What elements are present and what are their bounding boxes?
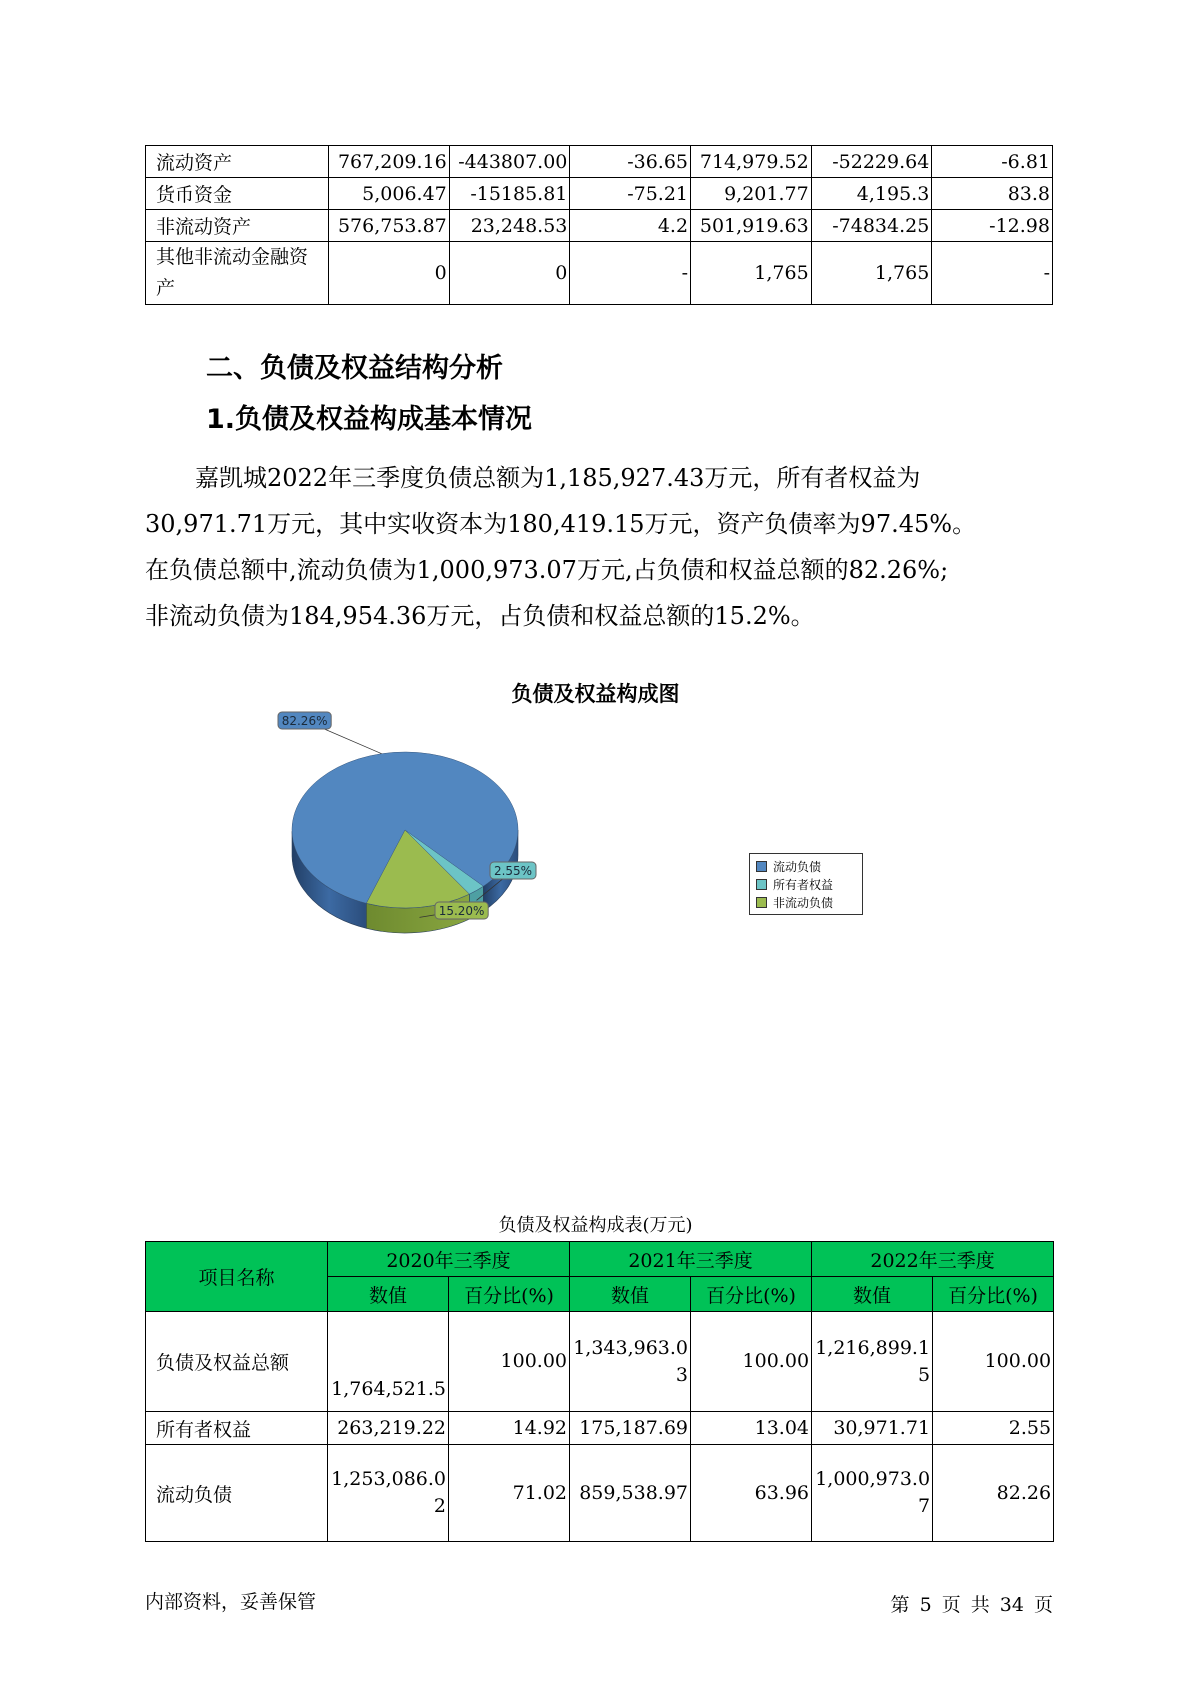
legend-item [756,857,856,875]
table-cell: 1,765 [811,242,932,305]
table-cell: 2.55 [933,1412,1054,1445]
table-cell: 9,201.77 [691,178,812,210]
subsection-heading: 1.负债及权益构成基本情况 [206,404,533,435]
table-cell: 4.2 [570,210,691,242]
table-cell: -75.21 [570,178,691,210]
table-row [146,242,1053,305]
table-cell: -12.98 [932,210,1053,242]
row-label: 非流动资产 [146,210,329,242]
legend-item [756,875,856,893]
table-cell: 63.96 [691,1445,812,1542]
row-label: 流动负债 [146,1445,328,1542]
table-cell: 13.04 [691,1412,812,1445]
table-cell: 14.92 [449,1412,570,1445]
table-cell: 1,000,973.07 [812,1445,933,1542]
legend-swatch [756,897,767,908]
table-cell: 23,248.53 [449,210,570,242]
header-value: 数值 [570,1277,691,1312]
legend-label: 流动负债 [773,859,822,874]
table-row [146,178,1053,210]
row-label: 其他非流动金融资产 [146,242,329,305]
footer-confidential: 内部资料，妥善保管 [145,1591,317,1613]
table-cell: 5,006.47 [329,178,450,210]
table-cell: 175,187.69 [570,1412,691,1445]
liability-equity-table [145,1241,1054,1542]
table-row [146,1412,1054,1445]
chart-legend [749,853,863,915]
table-cell: - [932,242,1053,305]
row-label: 流动资产 [146,146,329,178]
table-cell: 1,765 [691,242,812,305]
table-header-row [146,1242,1054,1277]
pie-slice-label: 2.55% [493,864,533,878]
table-cell: -74834.25 [811,210,932,242]
legend-swatch [756,879,767,890]
header-year: 2022年三季度 [812,1242,1054,1277]
table-row [146,1312,1054,1412]
table-cell: 83.8 [932,178,1053,210]
table-cell: 30,971.71 [812,1412,933,1445]
table-cell: 714,979.52 [691,146,812,178]
section-heading: 二、负债及权益结构分析 [206,353,503,384]
table-cell: 1,764,521.5 [328,1312,449,1412]
asset-change-table [145,145,1053,305]
table-cell: 576,753.87 [329,210,450,242]
body-paragraph [145,455,1053,639]
header-year: 2021年三季度 [570,1242,812,1277]
table-cell: 859,538.97 [570,1445,691,1542]
header-year: 2020年三季度 [328,1242,570,1277]
table-cell: 1,343,963.03 [570,1312,691,1412]
table-cell: - [570,242,691,305]
paragraph-line: 非流动负债为184,954.36万元，占负债和权益总额的15.2%。 [145,602,815,630]
table-cell: 82.26 [933,1445,1054,1542]
legend-label: 所有者权益 [773,877,834,892]
table-cell: -36.65 [570,146,691,178]
pie-slice-label: 15.20% [438,904,485,918]
row-label: 负债及权益总额 [146,1312,328,1412]
table-cell: -6.81 [932,146,1053,178]
table-row [146,146,1053,178]
header-pct: 百分比(%) [691,1277,812,1312]
pie-top-group [292,752,518,908]
row-label: 货币资金 [146,178,329,210]
table-cell: 0 [449,242,570,305]
table-cell: 71.02 [449,1445,570,1542]
table-cell: -443807.00 [449,146,570,178]
table-cell: 501,919.63 [691,210,812,242]
table-cell: -15185.81 [449,178,570,210]
paragraph-line: 嘉凯城2022年三季度负债总额为1,185,927.43万元，所有者权益为 [195,464,921,492]
table-cell: 0 [329,242,450,305]
row-label: 所有者权益 [146,1412,328,1445]
table-cell: -52229.64 [811,146,932,178]
header-pct: 百分比(%) [449,1277,570,1312]
table-cell: 767,209.16 [329,146,450,178]
paragraph-line: 30,971.71万元，其中实收资本为180,419.15万元，资产负债率为97.45%。 [145,510,977,538]
table-cell: 100.00 [691,1312,812,1412]
table-cell: 100.00 [449,1312,570,1412]
table-row [146,210,1053,242]
paragraph-line: 在负债总额中,流动负债为1,000,973.07万元,占负债和权益总额的82.26%; [145,556,949,584]
legend-swatch [756,861,767,872]
header-value: 数值 [812,1277,933,1312]
chart-title: 负债及权益构成图 [511,682,680,706]
table-cell: 1,216,899.15 [812,1312,933,1412]
pie-chart [281,714,610,1000]
legend-item [756,893,856,911]
pie-slice-label: 82.26% [281,714,328,728]
header-item: 项目名称 [146,1242,328,1312]
header-value: 数值 [328,1277,449,1312]
page-number: 第 5 页 共 34 页 [890,1594,1053,1616]
table-cell: 4,195.3 [811,178,932,210]
header-pct: 百分比(%) [933,1277,1054,1312]
table-cell: 263,219.22 [328,1412,449,1445]
legend-label: 非流动负债 [773,895,834,910]
table-caption: 负债及权益构成表(万元) [498,1215,693,1236]
table-cell: 100.00 [933,1312,1054,1412]
table-row [146,1445,1054,1542]
table-cell: 1,253,086.02 [328,1445,449,1542]
